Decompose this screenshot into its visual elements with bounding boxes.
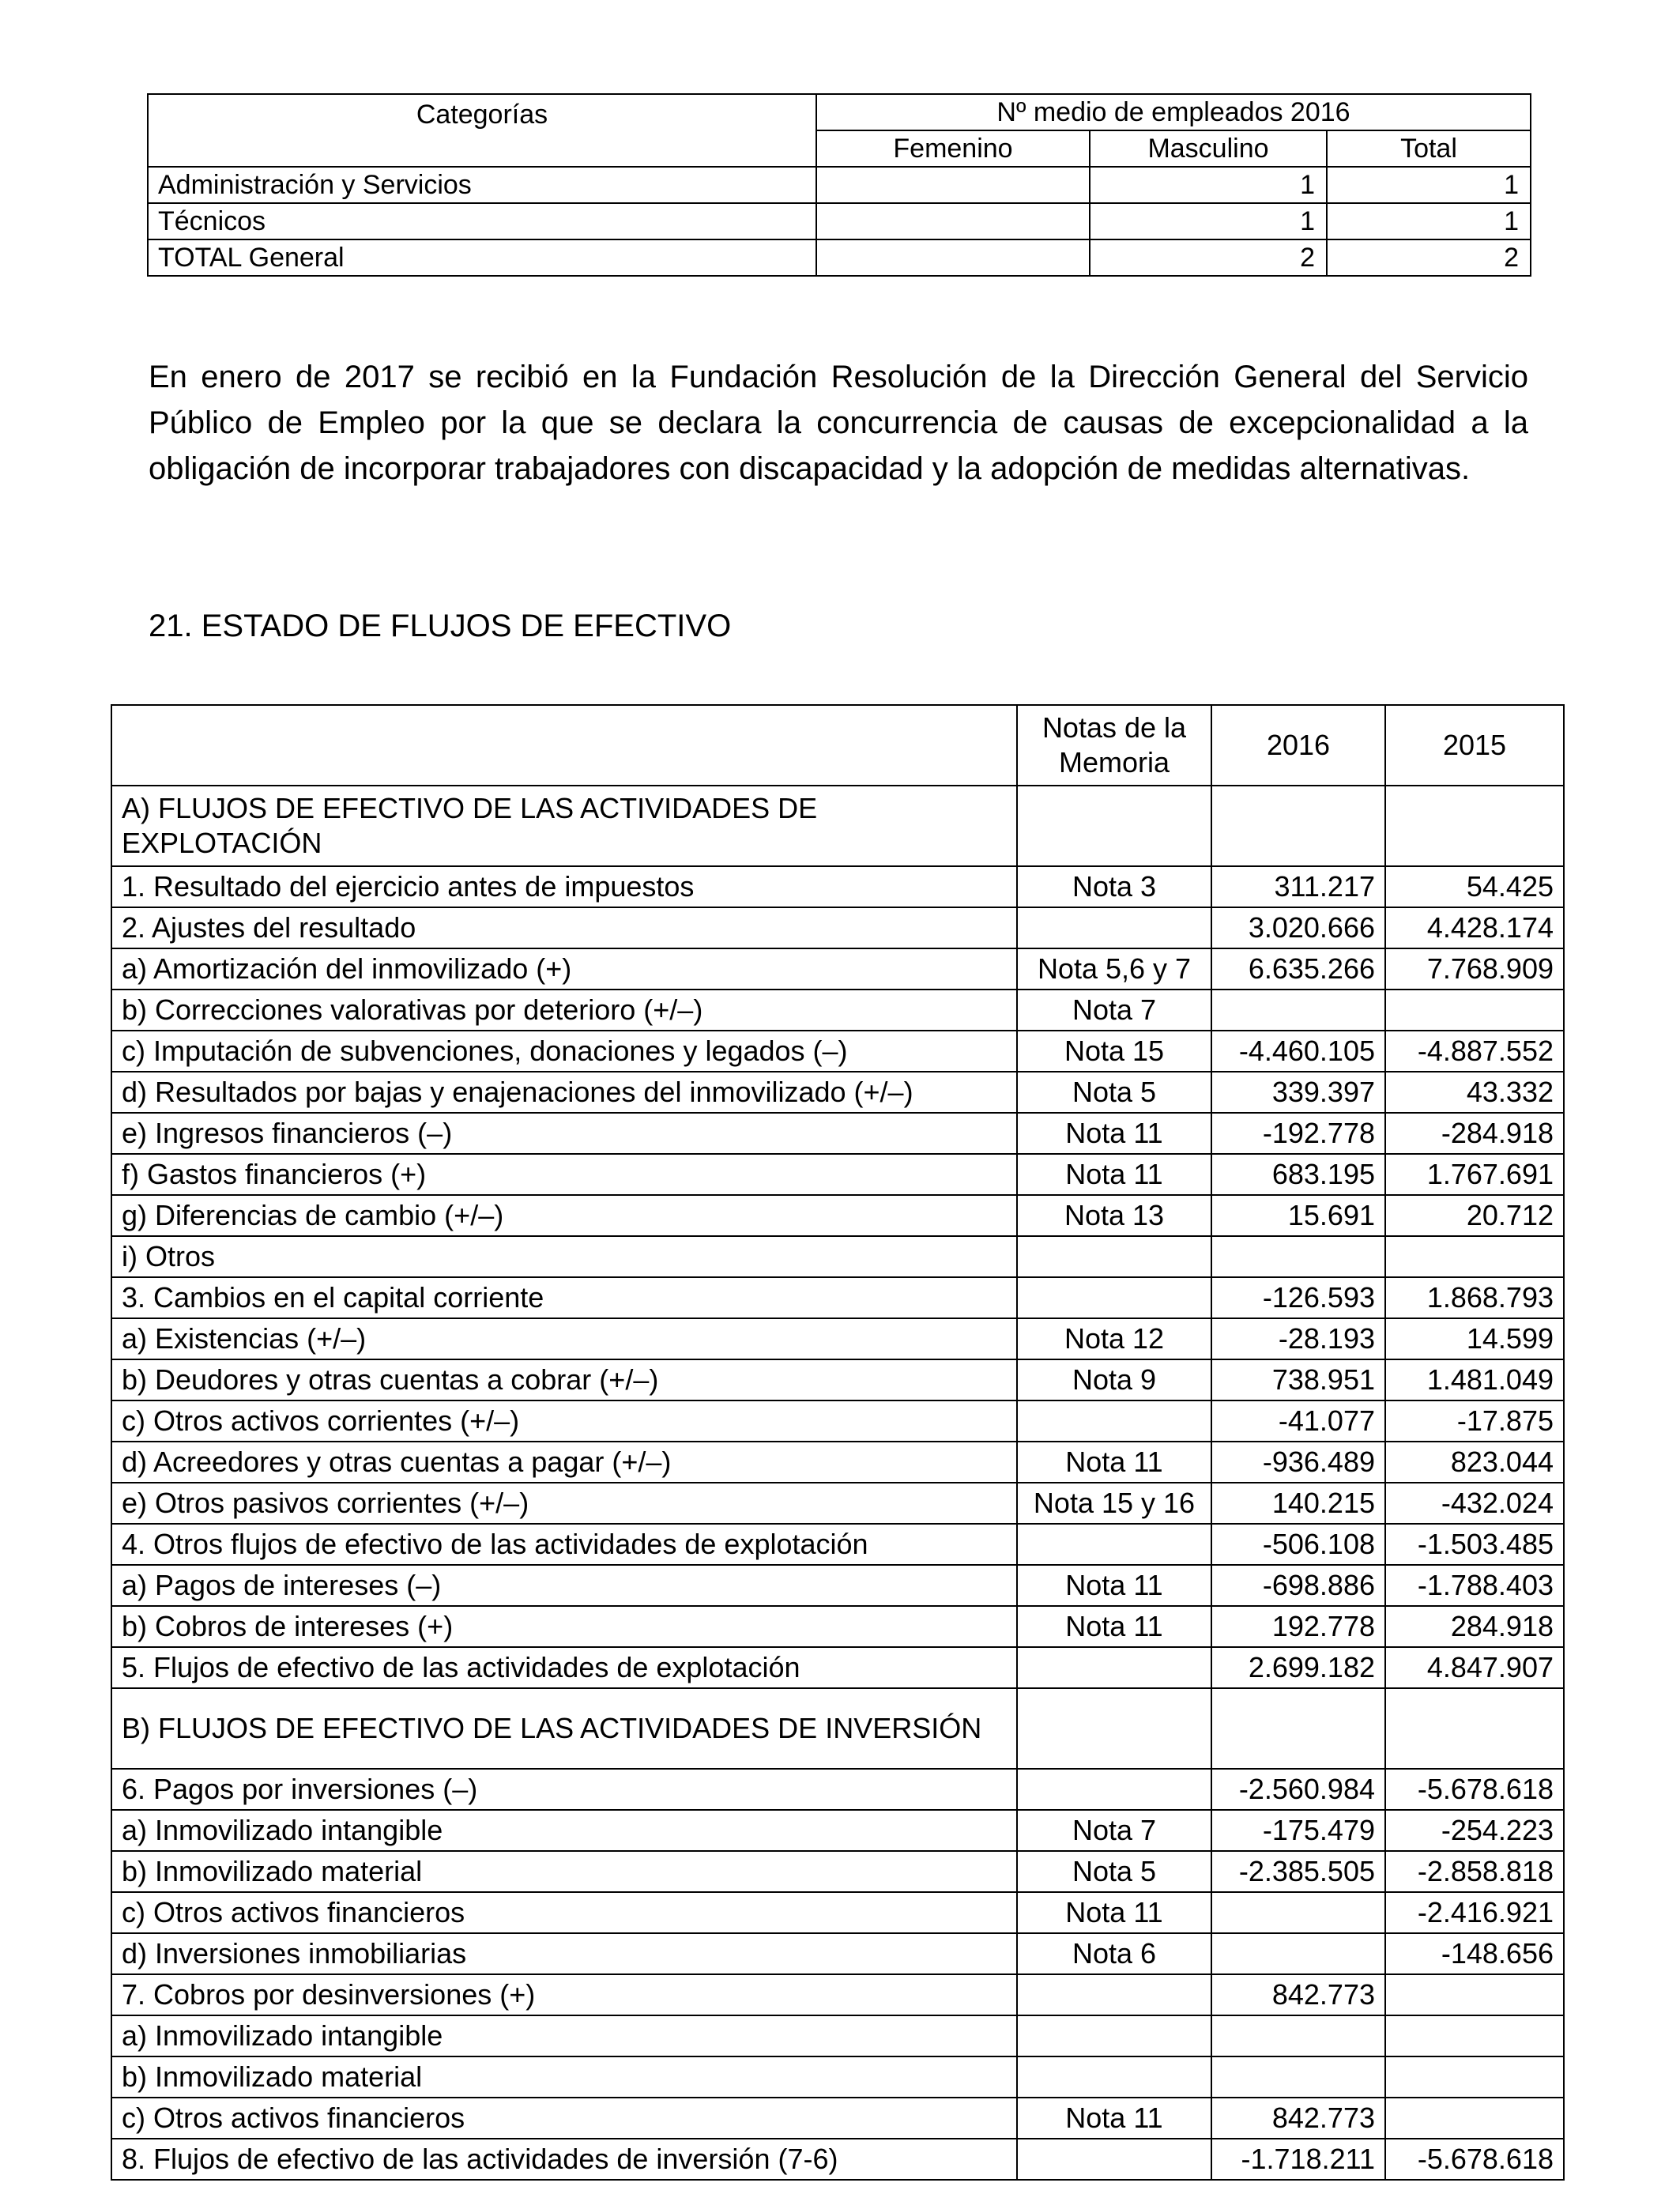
cash-flow-header-2016: 2016 <box>1211 705 1385 786</box>
cash-flow-2015-cell: 1.868.793 <box>1385 1277 1564 1318</box>
cash-flow-concept-cell: c) Otros activos financieros <box>111 1892 1017 1933</box>
cash-flow-concept-cell: 5. Flujos de efectivo de las actividades de explotación <box>111 1647 1017 1688</box>
table-row <box>111 948 1564 990</box>
table-row <box>111 1769 1564 1810</box>
cash-flow-2015-cell <box>1385 1236 1564 1277</box>
cash-flow-2016-cell: 738.951 <box>1211 1359 1385 1400</box>
table-row <box>148 203 1531 239</box>
cash-flow-2016-cell <box>1211 990 1385 1031</box>
cash-flow-2015-cell: -432.024 <box>1385 1483 1564 1524</box>
cash-flow-2015-cell <box>1385 2015 1564 2056</box>
cash-flow-2015-cell: 284.918 <box>1385 1606 1564 1647</box>
cash-flow-2015-cell: -17.875 <box>1385 1400 1564 1442</box>
cash-flow-2015-cell: 20.712 <box>1385 1195 1564 1236</box>
table-row <box>111 1810 1564 1851</box>
cash-flow-2015-cell <box>1385 1974 1564 2015</box>
cash-flow-concept-cell: e) Otros pasivos corrientes (+/–) <box>111 1483 1017 1524</box>
cash-flow-concept-cell: 6. Pagos por inversiones (–) <box>111 1769 1017 1810</box>
employees-header-group: Nº medio de empleados 2016 <box>816 94 1531 130</box>
cash-flow-note-cell: Nota 7 <box>1017 1810 1211 1851</box>
table-row <box>111 2056 1564 2098</box>
cash-flow-2016-cell: -2.385.505 <box>1211 1851 1385 1892</box>
table-row <box>111 786 1564 866</box>
cash-flow-note-cell <box>1017 1277 1211 1318</box>
cash-flow-2016-cell <box>1211 1892 1385 1933</box>
table-row <box>111 990 1564 1031</box>
cash-flow-concept-cell: a) Inmovilizado intangible <box>111 1810 1017 1851</box>
cash-flow-concept-cell: B) FLUJOS DE EFECTIVO DE LAS ACTIVIDADES DE INVERSIÓN <box>111 1688 1017 1769</box>
cash-flow-2016-cell: 140.215 <box>1211 1483 1385 1524</box>
cash-flow-concept-cell: 2. Ajustes del resultado <box>111 907 1017 948</box>
cash-flow-concept-cell: a) Inmovilizado intangible <box>111 2015 1017 2056</box>
cash-flow-concept-cell: c) Imputación de subvenciones, donaciones y legados (–) <box>111 1031 1017 1072</box>
employees-total-cell: 2 <box>1327 239 1531 276</box>
cash-flow-2015-cell: 1.481.049 <box>1385 1359 1564 1400</box>
cash-flow-2016-cell: -28.193 <box>1211 1318 1385 1359</box>
employees-male-cell: 1 <box>1090 167 1327 203</box>
cash-flow-concept-cell: A) FLUJOS DE EFECTIVO DE LAS ACTIVIDADES DE EXPLOTACIÓN <box>111 786 1017 866</box>
cash-flow-note-cell <box>1017 2056 1211 2098</box>
cash-flow-2016-cell: 2.699.182 <box>1211 1647 1385 1688</box>
cash-flow-2016-cell: -41.077 <box>1211 1400 1385 1442</box>
cash-flow-note-cell: Nota 15 <box>1017 1031 1211 1072</box>
cash-flow-note-cell <box>1017 1647 1211 1688</box>
cash-flow-2016-cell: 842.773 <box>1211 2098 1385 2139</box>
cash-flow-concept-cell: b) Inmovilizado material <box>111 1851 1017 1892</box>
cash-flow-2015-cell <box>1385 786 1564 866</box>
cash-flow-2016-cell <box>1211 1688 1385 1769</box>
cash-flow-2015-cell: -2.858.818 <box>1385 1851 1564 1892</box>
table-row <box>111 2015 1564 2056</box>
cash-flow-concept-cell: g) Diferencias de cambio (+/–) <box>111 1195 1017 1236</box>
employees-male-cell: 2 <box>1090 239 1327 276</box>
table-row <box>111 1933 1564 1974</box>
cash-flow-concept-cell: b) Cobros de intereses (+) <box>111 1606 1017 1647</box>
employees-body <box>148 167 1531 276</box>
table-row <box>111 1195 1564 1236</box>
cash-flow-2016-cell: -126.593 <box>1211 1277 1385 1318</box>
cash-flow-concept-cell: 7. Cobros por desinversiones (+) <box>111 1974 1017 2015</box>
cash-flow-concept-cell: a) Existencias (+/–) <box>111 1318 1017 1359</box>
cash-flow-concept-cell: 8. Flujos de efectivo de las actividades de inversión (7-6) <box>111 2139 1017 2180</box>
cash-flow-concept-cell: 1. Resultado del ejercicio antes de impuestos <box>111 866 1017 907</box>
cash-flow-2015-cell: -2.416.921 <box>1385 1892 1564 1933</box>
cash-flow-2015-cell: -5.678.618 <box>1385 1769 1564 1810</box>
cash-flow-2015-cell: -5.678.618 <box>1385 2139 1564 2180</box>
section-title: 21. ESTADO DE FLUJOS DE EFECTIVO <box>149 609 732 643</box>
cash-flow-2016-cell: -4.460.105 <box>1211 1031 1385 1072</box>
cash-flow-note-cell: Nota 3 <box>1017 866 1211 907</box>
table-row <box>111 1974 1564 2015</box>
cash-flow-2016-cell: -2.560.984 <box>1211 1769 1385 1810</box>
cash-flow-note-cell <box>1017 1974 1211 2015</box>
cash-flow-2015-cell: 7.768.909 <box>1385 948 1564 990</box>
cash-flow-note-cell <box>1017 907 1211 948</box>
cash-flow-concept-cell: 3. Cambios en el capital corriente <box>111 1277 1017 1318</box>
cash-flow-2016-cell: -698.886 <box>1211 1565 1385 1606</box>
cash-flow-concept-cell: d) Inversiones inmobiliarias <box>111 1933 1017 1974</box>
cash-flow-2016-cell <box>1211 2015 1385 2056</box>
cash-flow-2015-cell: -4.887.552 <box>1385 1031 1564 1072</box>
cash-flow-2015-cell <box>1385 990 1564 1031</box>
table-row <box>111 1524 1564 1565</box>
cash-flow-2016-cell: 311.217 <box>1211 866 1385 907</box>
table-row <box>111 1318 1564 1359</box>
cash-flow-note-cell: Nota 11 <box>1017 1442 1211 1483</box>
table-row <box>111 1277 1564 1318</box>
table-row <box>111 1154 1564 1195</box>
cash-flow-note-cell <box>1017 1688 1211 1769</box>
cash-flow-2016-cell: -1.718.211 <box>1211 2139 1385 2180</box>
notice-paragraph: En enero de 2017 se recibió en la Fundación Resolución de la Dirección General del Servicio Público de Empleo por la que se declara la concurrencia de causas de excepcionalidad a la obligación de incorporar trabajadores con discapacidad y la adopción de medidas alternativas. <box>149 360 1528 486</box>
cash-flow-note-cell: Nota 5,6 y 7 <box>1017 948 1211 990</box>
cash-flow-concept-cell: a) Amortización del inmovilizado (+) <box>111 948 1017 990</box>
cash-flow-header-2015: 2015 <box>1385 705 1564 786</box>
cash-flow-2015-cell: -1.788.403 <box>1385 1565 1564 1606</box>
cash-flow-note-cell: Nota 11 <box>1017 2098 1211 2139</box>
employees-category-cell: Administración y Servicios <box>148 167 816 203</box>
employees-header-total: Total <box>1327 130 1531 167</box>
cash-flow-2016-cell: 15.691 <box>1211 1195 1385 1236</box>
cash-flow-concept-cell: f) Gastos financieros (+) <box>111 1154 1017 1195</box>
cash-flow-2016-cell <box>1211 1933 1385 1974</box>
cash-flow-note-cell <box>1017 2139 1211 2180</box>
table-row <box>111 1647 1564 1688</box>
cash-flow-2015-cell: -148.656 <box>1385 1933 1564 1974</box>
cash-flow-2016-cell <box>1211 786 1385 866</box>
table-row <box>111 1442 1564 1483</box>
cash-flow-body <box>111 786 1564 2180</box>
cash-flow-2016-cell: 339.397 <box>1211 1072 1385 1113</box>
cash-flow-note-cell: Nota 11 <box>1017 1113 1211 1154</box>
employees-header-male: Masculino <box>1090 130 1327 167</box>
table-row <box>111 1851 1564 1892</box>
cash-flow-2016-cell: -175.479 <box>1211 1810 1385 1851</box>
cash-flow-concept-cell: b) Correcciones valorativas por deterioro (+/–) <box>111 990 1017 1031</box>
cash-flow-concept-cell: i) Otros <box>111 1236 1017 1277</box>
cash-flow-2015-cell: 1.767.691 <box>1385 1154 1564 1195</box>
cash-flow-2016-cell: -936.489 <box>1211 1442 1385 1483</box>
cash-flow-2016-cell <box>1211 2056 1385 2098</box>
cash-flow-2016-cell: 683.195 <box>1211 1154 1385 1195</box>
cash-flow-2016-cell <box>1211 1236 1385 1277</box>
employees-total-cell: 1 <box>1327 167 1531 203</box>
employees-category-cell: TOTAL General <box>148 239 816 276</box>
cash-flow-concept-cell: b) Inmovilizado material <box>111 2056 1017 2098</box>
cash-flow-2015-cell: -284.918 <box>1385 1113 1564 1154</box>
cash-flow-2015-cell <box>1385 2098 1564 2139</box>
table-row <box>111 907 1564 948</box>
cash-flow-note-cell: Nota 11 <box>1017 1606 1211 1647</box>
table-row <box>111 1072 1564 1113</box>
employees-female-cell <box>816 167 1090 203</box>
cash-flow-note-cell: Nota 5 <box>1017 1851 1211 1892</box>
cash-flow-note-cell <box>1017 2015 1211 2056</box>
cash-flow-2016-cell: -192.778 <box>1211 1113 1385 1154</box>
cash-flow-note-cell <box>1017 1524 1211 1565</box>
cash-flow-note-cell: Nota 11 <box>1017 1892 1211 1933</box>
cash-flow-note-cell: Nota 12 <box>1017 1318 1211 1359</box>
cash-flow-note-cell <box>1017 1236 1211 1277</box>
table-row <box>148 167 1531 203</box>
table-row <box>111 1359 1564 1400</box>
cash-flow-2016-cell: 192.778 <box>1211 1606 1385 1647</box>
cash-flow-2016-cell: 3.020.666 <box>1211 907 1385 948</box>
cash-flow-concept-cell: a) Pagos de intereses (–) <box>111 1565 1017 1606</box>
cash-flow-concept-cell: c) Otros activos corrientes (+/–) <box>111 1400 1017 1442</box>
cash-flow-2015-cell: 54.425 <box>1385 866 1564 907</box>
cash-flow-concept-cell: d) Resultados por bajas y enajenaciones del inmovilizado (+/–) <box>111 1072 1017 1113</box>
cash-flow-note-cell: Nota 6 <box>1017 1933 1211 1974</box>
employees-female-cell <box>816 203 1090 239</box>
cash-flow-concept-cell: c) Otros activos financieros <box>111 2098 1017 2139</box>
employees-header-categories: Categorías <box>148 94 816 167</box>
cash-flow-header-row <box>111 705 1564 786</box>
cash-flow-header-concept <box>111 705 1017 786</box>
table-row <box>111 1236 1564 1277</box>
cash-flow-concept-cell: b) Deudores y otras cuentas a cobrar (+/–) <box>111 1359 1017 1400</box>
cash-flow-table <box>111 704 1565 2181</box>
cash-flow-note-cell: Nota 9 <box>1017 1359 1211 1400</box>
employees-male-cell: 1 <box>1090 203 1327 239</box>
cash-flow-note-cell: Nota 11 <box>1017 1154 1211 1195</box>
table-row <box>111 1113 1564 1154</box>
employees-category-cell: Técnicos <box>148 203 816 239</box>
table-row <box>111 1892 1564 1933</box>
cash-flow-note-cell: Nota 13 <box>1017 1195 1211 1236</box>
cash-flow-note-cell: Nota 15 y 16 <box>1017 1483 1211 1524</box>
cash-flow-concept-cell: 4. Otros flujos de efectivo de las actividades de explotación <box>111 1524 1017 1565</box>
employees-header-row <box>148 94 1531 130</box>
cash-flow-note-cell: Nota 5 <box>1017 1072 1211 1113</box>
table-row <box>111 1606 1564 1647</box>
table-row <box>111 1565 1564 1606</box>
employees-header-female: Femenino <box>816 130 1090 167</box>
table-row <box>111 1400 1564 1442</box>
cash-flow-2016-cell: 842.773 <box>1211 1974 1385 2015</box>
table-row <box>111 2098 1564 2139</box>
table-row <box>111 1483 1564 1524</box>
table-row <box>148 239 1531 276</box>
table-row <box>111 1031 1564 1072</box>
cash-flow-2015-cell: 823.044 <box>1385 1442 1564 1483</box>
cash-flow-concept-cell: d) Acreedores y otras cuentas a pagar (+/–) <box>111 1442 1017 1483</box>
cash-flow-2015-cell: 4.428.174 <box>1385 907 1564 948</box>
cash-flow-2015-cell <box>1385 1688 1564 1769</box>
cash-flow-note-cell <box>1017 1769 1211 1810</box>
cash-flow-2016-cell: -506.108 <box>1211 1524 1385 1565</box>
cash-flow-note-cell <box>1017 1400 1211 1442</box>
table-row <box>111 1688 1564 1769</box>
table-row <box>111 866 1564 907</box>
table-row <box>111 2139 1564 2180</box>
cash-flow-2015-cell: -1.503.485 <box>1385 1524 1564 1565</box>
cash-flow-note-cell: Nota 11 <box>1017 1565 1211 1606</box>
cash-flow-note-cell <box>1017 786 1211 866</box>
cash-flow-2016-cell: 6.635.266 <box>1211 948 1385 990</box>
cash-flow-header-notes: Notas de la Memoria <box>1017 705 1211 786</box>
employees-table <box>147 93 1531 277</box>
cash-flow-note-cell: Nota 7 <box>1017 990 1211 1031</box>
cash-flow-2015-cell: 4.847.907 <box>1385 1647 1564 1688</box>
cash-flow-2015-cell: 43.332 <box>1385 1072 1564 1113</box>
cash-flow-2015-cell <box>1385 2056 1564 2098</box>
cash-flow-2015-cell: 14.599 <box>1385 1318 1564 1359</box>
cash-flow-2015-cell: -254.223 <box>1385 1810 1564 1851</box>
employees-total-cell: 1 <box>1327 203 1531 239</box>
cash-flow-concept-cell: e) Ingresos financieros (–) <box>111 1113 1017 1154</box>
employees-female-cell <box>816 239 1090 276</box>
